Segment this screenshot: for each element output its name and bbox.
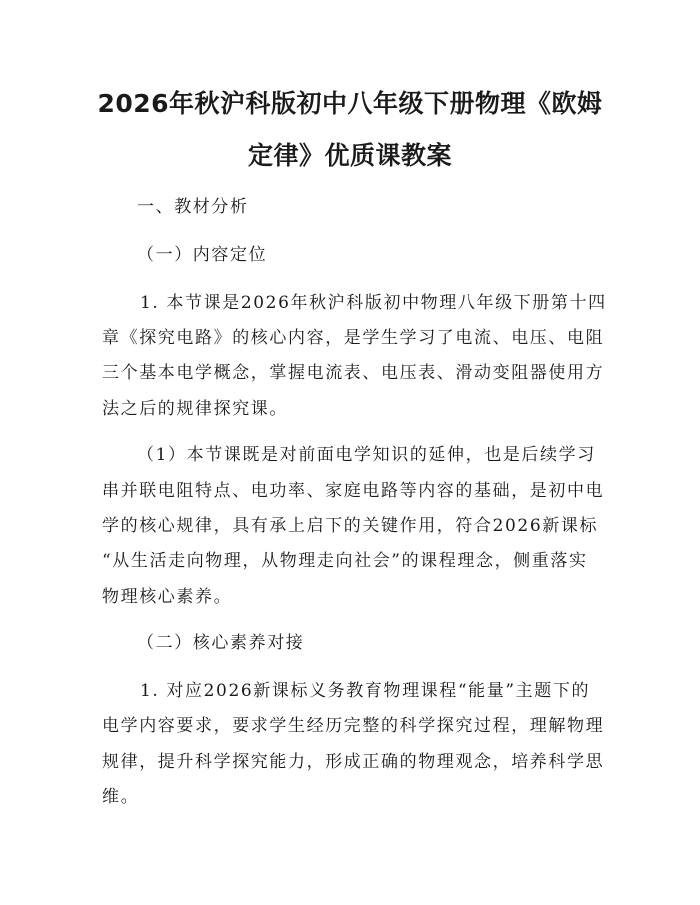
- paragraph-line: 电学内容要求，要求学生经历完整的科学探究过程，理解物理: [102, 716, 605, 736]
- document-title: [95, 78, 605, 182]
- paragraph-line: 维。: [102, 787, 140, 807]
- title-line-2: 定律》优质课教案: [247, 141, 452, 170]
- paragraph-line: （1）本节课既是对前面电学知识的延伸，也是后续学习: [137, 445, 596, 465]
- subsection-heading: （二）核心素养对接: [137, 633, 305, 653]
- paragraph-line: 规律，提升科学探究能力，形成正确的物理观念，培养科学思: [102, 752, 605, 772]
- paragraph-line: 1. 对应2026新课标义务教育物理课程“能量”主题下的: [140, 681, 591, 701]
- paragraph-line: 1. 本节课是2026年秋沪科版初中物理八年级下册第十四: [140, 293, 607, 313]
- paragraph-line: 物理核心素养。: [102, 587, 233, 607]
- section-heading: 一、教材分析: [137, 197, 249, 217]
- title-line-1: 2026年秋沪科版初中八年级下册物理《欧姆: [97, 89, 603, 118]
- paragraph-line: “从生活走向物理，从物理走向社会”的课程理念，侧重落实: [102, 551, 588, 571]
- subsection-heading: （一）内容定位: [137, 245, 268, 265]
- paragraph-line: 学的核心规律，具有承上启下的关键作用，符合2026新课标: [102, 516, 599, 536]
- paragraph-line: 章《探究电路》的核心内容，是学生学习了电流、电压、电阻: [102, 328, 605, 348]
- paragraph-line: 串并联电阻特点、电功率、家庭电路等内容的基础，是初中电: [102, 481, 605, 501]
- paragraph-line: 法之后的规律探究课。: [102, 399, 288, 419]
- paragraph-line: 三个基本电学概念，掌握电流表、电压表、滑动变阻器使用方: [102, 363, 605, 383]
